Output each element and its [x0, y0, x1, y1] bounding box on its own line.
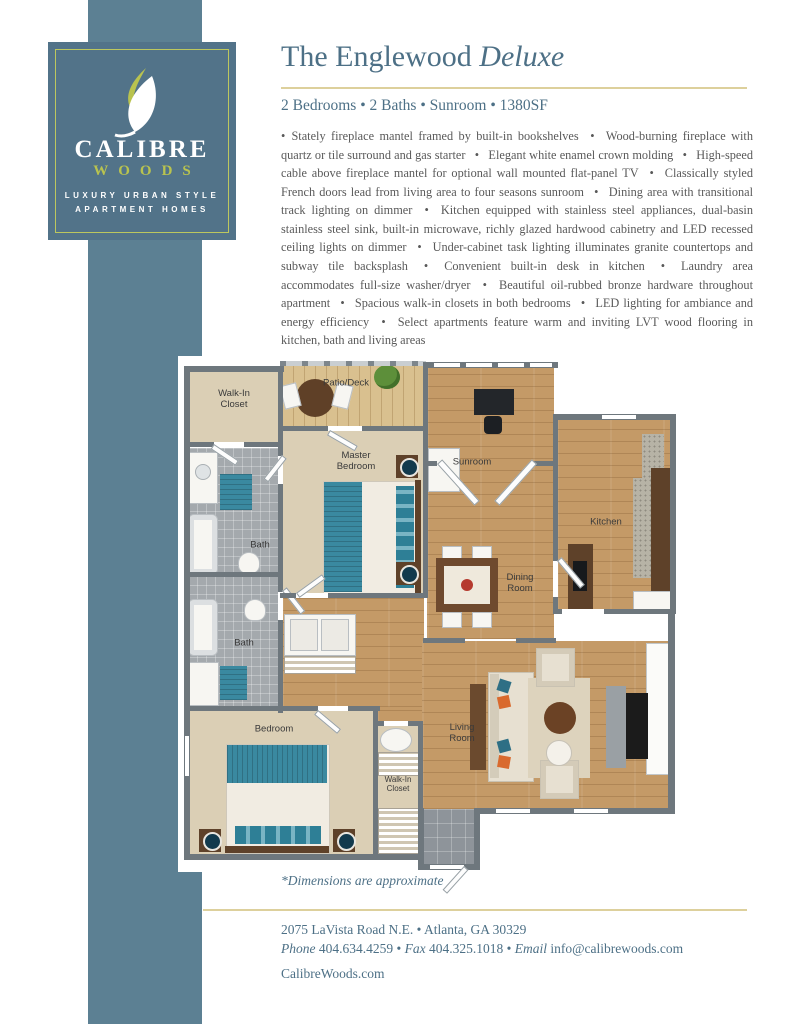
side-table	[546, 740, 572, 766]
master-lamp	[400, 458, 419, 477]
fax-label: Fax	[404, 941, 426, 956]
wall-dining-living-stub	[423, 638, 465, 643]
email-label: Email	[514, 941, 547, 956]
website-link[interactable]: CalibreWoods.com	[281, 966, 385, 981]
room-label-dining: Dining Room	[506, 572, 534, 594]
calibre-woods-logo	[48, 42, 236, 240]
fax-number: 404.325.1018 •	[425, 941, 515, 956]
sunroom-desk	[474, 389, 514, 415]
patio-door-opening	[328, 426, 362, 431]
closet2-chair	[380, 728, 412, 752]
dining-chair	[472, 612, 492, 628]
logo-subname: WOODS	[93, 163, 201, 179]
room-label-closet1: Walk-In Closet	[218, 388, 250, 410]
entry-floor	[423, 809, 475, 865]
header-rule	[281, 87, 747, 89]
wall-left	[184, 366, 190, 860]
bath1-sink	[195, 464, 211, 480]
bedroom2-pillows	[235, 826, 321, 844]
sofa-pillow-orange	[497, 695, 511, 709]
room-label-bath2: Bath	[234, 637, 254, 649]
bath1-toilet	[238, 552, 260, 574]
room-label-patio: Patio/Deck	[323, 377, 369, 389]
unit-specs: 2 Bedrooms • 2 Baths • Sunroom • 1380SF	[281, 97, 548, 114]
sunroom-window	[530, 363, 552, 367]
bath1-tub	[188, 514, 218, 575]
patio-railing	[280, 361, 426, 366]
phone-label: Phone	[281, 941, 316, 956]
room-label-bath1: Bath	[250, 539, 270, 551]
page-title	[281, 40, 564, 75]
entry-door	[443, 866, 469, 894]
sunroom-window	[498, 363, 524, 367]
living-window	[496, 809, 530, 813]
sunroom-desk-chair	[484, 416, 502, 434]
armchair	[536, 648, 575, 687]
logo-tagline-2: APARTMENT HOMES	[75, 205, 209, 214]
hall-cabinet-door	[321, 619, 349, 651]
kitchen-door-opening	[553, 561, 558, 597]
logo-tagline-1: LUXURY URBAN STYLE	[64, 191, 220, 200]
kitchen-cabinet	[633, 591, 672, 610]
bedroom2-headboard	[225, 846, 329, 853]
closet2-door-opening	[384, 721, 408, 726]
bath1-shower-mat	[220, 474, 252, 510]
feature-list: • Stately fireplace mantel framed by built-in bookshelves • Wood-burning fireplace with quartz or tile surround and gas starter • Elegant white enamel crown molding • High-speed cable above fireplace mantel for optional wall mounted flat-panel TV • Classically styled French doors lead from living area to four seasons sunroom • Dining area with transitional track lighting on dimmer • Kitchen equipped with stainless steel appliances, dual-basin stainless steel sink, built-in microwave, richly glazed hardwood cabinetry and LED recessed ceiling lights on dimmer • Under-cabinet task lighting illuminates granite countertops and subway tile backsplash • Convenient built-in desk in kitchen • Laundry area accommodates full-size washer/dryer • Beautiful oil-rubbed bronze hardware throughout apartment • Spacious walk-in closets in both bedrooms • LED lighting for ambiance and energy efficiency • Select apartments feature warm and inviting LVT wood flooring in kitchen, bath and living areas	[281, 129, 753, 348]
kitchen-living-opening	[562, 609, 604, 614]
leaf-icon	[110, 68, 174, 138]
bath2-tub	[188, 599, 218, 656]
hall-bench	[284, 656, 356, 674]
room-label-master: Master Bedroom	[336, 450, 376, 472]
sofa-pillow-orange	[497, 755, 511, 769]
contact-line	[281, 941, 683, 957]
wall-entry-right	[474, 808, 480, 870]
kitchen-window	[602, 415, 636, 419]
logo-name: CALIBRE	[74, 136, 210, 163]
floor-plan	[178, 356, 678, 872]
bedroom2-blanket	[227, 745, 327, 783]
wall-spine-left	[278, 366, 283, 713]
french-door-stub	[423, 461, 437, 466]
bedroom2-door-opening	[318, 706, 348, 711]
living-window	[574, 809, 608, 813]
room-label-bedroom2: Bedroom	[254, 723, 294, 735]
hearth-rug	[606, 686, 626, 768]
footer-rule	[203, 909, 747, 911]
wall-right-kitchen	[670, 414, 676, 614]
bath2-vanity	[187, 662, 219, 706]
address-line: 2075 LaVista Road N.E. • Atlanta, GA 30329	[281, 922, 527, 937]
bedroom2-window	[185, 736, 189, 776]
bath2-shower-mat	[220, 666, 247, 700]
dining-centerpiece	[461, 579, 473, 591]
dimensions-note: *Dimensions are approximate	[281, 873, 444, 888]
coffee-table	[544, 702, 576, 734]
wall-bottom-bedroom	[184, 854, 424, 860]
wall-master-right	[423, 362, 428, 598]
room-label-living: Living Room	[449, 722, 475, 744]
room-label-closet2: Walk-In Closet	[384, 774, 412, 793]
phone-number: 404.634.4259 •	[315, 941, 405, 956]
dining-chair	[442, 612, 462, 628]
closet2-shelves	[378, 752, 420, 776]
title-main: The Englewood	[281, 40, 480, 73]
room-label-sunroom: Sunroom	[452, 456, 492, 468]
sunroom-window	[466, 363, 492, 367]
bath2-toilet	[244, 599, 266, 621]
room-label-kitchen: Kitchen	[590, 516, 622, 528]
wall-dining-living-stub	[516, 638, 556, 643]
tv-fireplace	[626, 693, 648, 759]
wall-right-living	[668, 611, 675, 814]
bedroom2-lamp	[203, 832, 222, 851]
kitchen-counter-dark	[651, 468, 671, 592]
master-bed-blanket	[324, 482, 362, 592]
wall-bedroom2-top	[184, 706, 380, 711]
closet2-shelves	[378, 808, 420, 854]
hall-cabinet-door	[290, 619, 318, 651]
title-accent: Deluxe	[479, 40, 565, 73]
bedroom2-lamp	[337, 832, 356, 851]
email-address[interactable]: info@calibrewoods.com	[546, 941, 684, 956]
master-lamp	[400, 565, 419, 584]
entry-door-opening	[430, 865, 464, 869]
wall-top-closet	[184, 366, 284, 372]
sunroom-window	[434, 363, 460, 367]
wall-bath-divider	[184, 572, 283, 577]
